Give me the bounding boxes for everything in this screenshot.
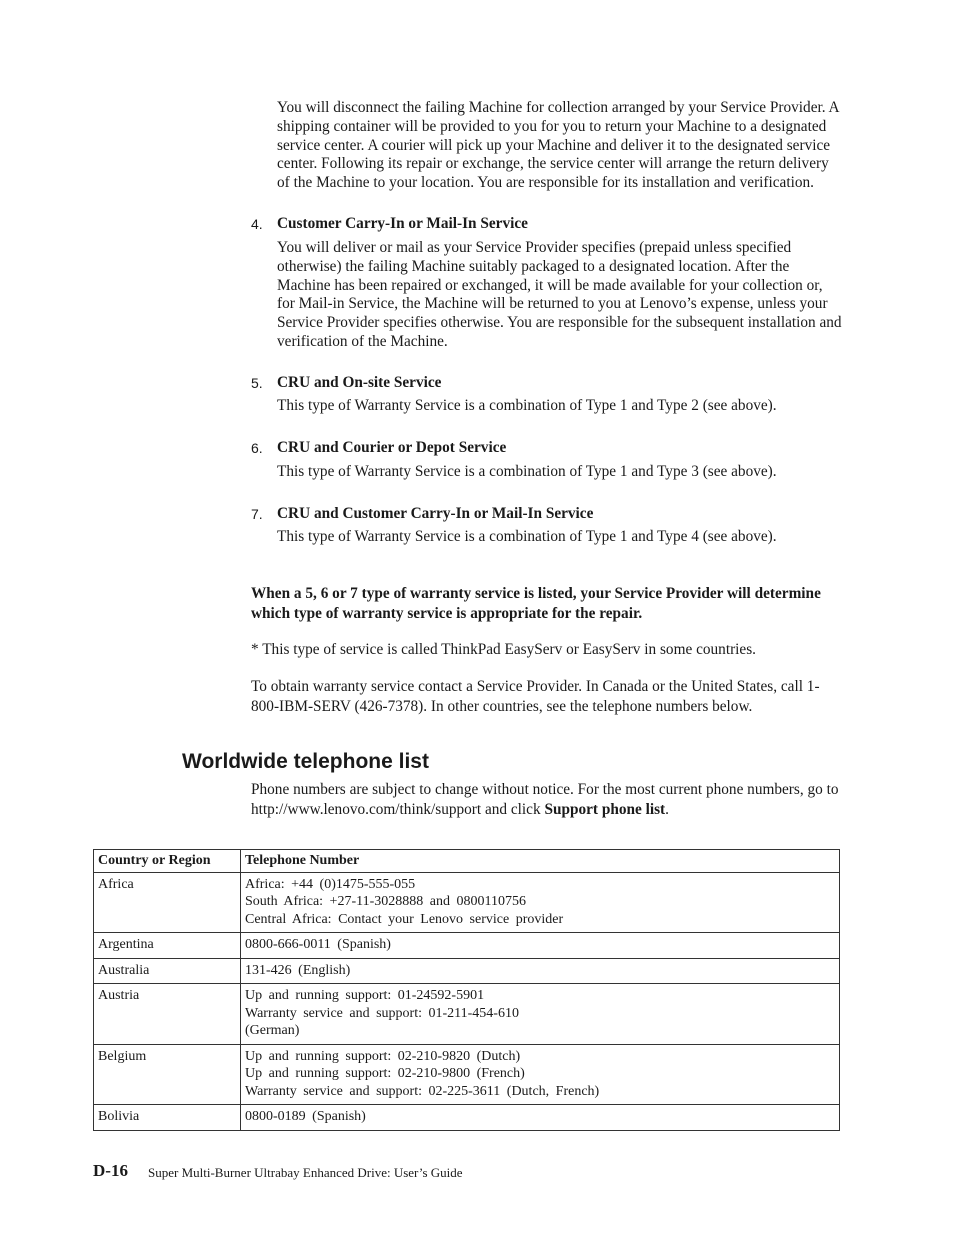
list-item-number: 6. — [251, 440, 263, 456]
table-row — [94, 872, 840, 933]
list-item-title: CRU and Courier or Depot Service — [277, 439, 507, 456]
list-item-title: Customer Carry-In or Mail-In Service — [277, 215, 528, 232]
telephone-cell — [241, 933, 840, 959]
list-item-body: This type of Warranty Service is a combination of Type 1 and Type 4 (see above). — [277, 528, 777, 545]
page-number: D-16 — [93, 1161, 128, 1180]
telephone-line: Up and running support: 01-24592-5901 — [245, 988, 485, 1003]
list-item-title: CRU and Customer Carry-In or Mail-In Service — [277, 505, 594, 522]
list-item-number: 5. — [251, 375, 263, 391]
bold-note: When a 5, 6 or 7 type of warranty service is listed, your Service Provider will determine which type of warranty service is appropriate for the repair. — [251, 585, 821, 622]
table-header-row — [94, 850, 840, 873]
telephone-line: (German) — [245, 1023, 300, 1038]
table-row — [94, 1105, 840, 1131]
telephone-line: Up and running support: 02-210-9800 (French) — [245, 1066, 525, 1081]
telephone-line: Central Africa: Contact your Lenovo service provider — [245, 911, 564, 927]
country-cell: Belgium — [94, 1044, 241, 1105]
list-item-body: You will deliver or mail as your Service Provider specifies (prepaid unless specified otherwise) the failing Machine suitably packaged to a designated location. After the Machine has been repaired or exchanged, it will be made available for your collection or, for Mail-in Service, the Machine will be returned to you at Lenovo’s expense, unless your Service Provider specifies otherwise. You are responsible for the subsequent installation and verification of the Machine. — [277, 239, 842, 350]
country-cell: Bolivia — [94, 1105, 241, 1131]
list-item-body: This type of Warranty Service is a combination of Type 1 and Type 2 (see above). — [277, 397, 777, 414]
column-header-country: Country or Region — [94, 850, 241, 873]
list-item-title: CRU and On-site Service — [277, 374, 442, 391]
telephone-table — [93, 849, 840, 1131]
telephone-line: Warranty service and support: 02-225-3611 (Dutch, French) — [245, 1083, 600, 1099]
telephone-cell — [241, 958, 840, 984]
document-title: Super Multi-Burner Ultrabay Enhanced Drive: User’s Guide — [148, 1165, 463, 1180]
country-cell: Australia — [94, 958, 241, 984]
table-row — [94, 933, 840, 959]
footnote: * This type of service is called ThinkPad EasyServ or EasyServ in some countries. — [251, 641, 756, 658]
table-row — [94, 1044, 840, 1105]
telephone-line: 131-426 (English) — [245, 962, 351, 978]
list-item-body: This type of Warranty Service is a combination of Type 1 and Type 3 (see above). — [277, 463, 777, 480]
section-heading: Worldwide telephone list — [182, 750, 429, 773]
list-item-number: 4. — [251, 216, 263, 232]
phone-intro-text: Phone numbers are subject to change without notice. For the most current phone numbers, go to http://www.lenovo.com/think/support and click — [251, 781, 839, 818]
telephone-line: Up and running support: 02-210-9820 (Dutch) — [245, 1048, 521, 1064]
contact-paragraph: To obtain warranty service contact a Service Provider. In Canada or the United States, call 1-800-IBM-SERV (426-7378). In other countries, see the telephone numbers below. — [251, 678, 820, 715]
country-cell: Africa — [94, 872, 241, 933]
telephone-cell — [241, 1044, 840, 1105]
telephone-line: 0800-666-0011 (Spanish) — [245, 937, 391, 952]
support-phone-list-link[interactable]: Support phone list — [544, 800, 666, 818]
intro-paragraph: You will disconnect the failing Machine for collection arranged by your Service Provider. A shipping container will be provided to you for you to return your Machine to a designated service center. A courier will pick up your Machine and deliver it to the designated service center. Following its repair or exchange, the service center will arrange the return delivery of the Machine to your location. You are responsible for its installation and verification. — [277, 99, 839, 192]
telephone-cell — [241, 872, 840, 933]
phone-intro-end: . — [665, 800, 669, 818]
telephone-line: South Africa: +27-11-3028888 and 0800110756 — [245, 894, 526, 909]
telephone-cell — [241, 984, 840, 1045]
country-cell: Austria — [94, 984, 241, 1045]
telephone-cell — [241, 1105, 840, 1131]
telephone-line: Africa: +44 (0)1475-555-055 — [245, 876, 416, 892]
table-row — [94, 958, 840, 984]
telephone-line: Warranty service and support: 01-211-454-610 — [245, 1005, 519, 1021]
column-header-telephone: Telephone Number — [241, 850, 840, 873]
table-row — [94, 984, 840, 1045]
country-cell: Argentina — [94, 933, 241, 959]
telephone-line: 0800-0189 (Spanish) — [245, 1109, 366, 1124]
list-item-number: 7. — [251, 506, 263, 522]
phone-intro — [251, 780, 841, 819]
